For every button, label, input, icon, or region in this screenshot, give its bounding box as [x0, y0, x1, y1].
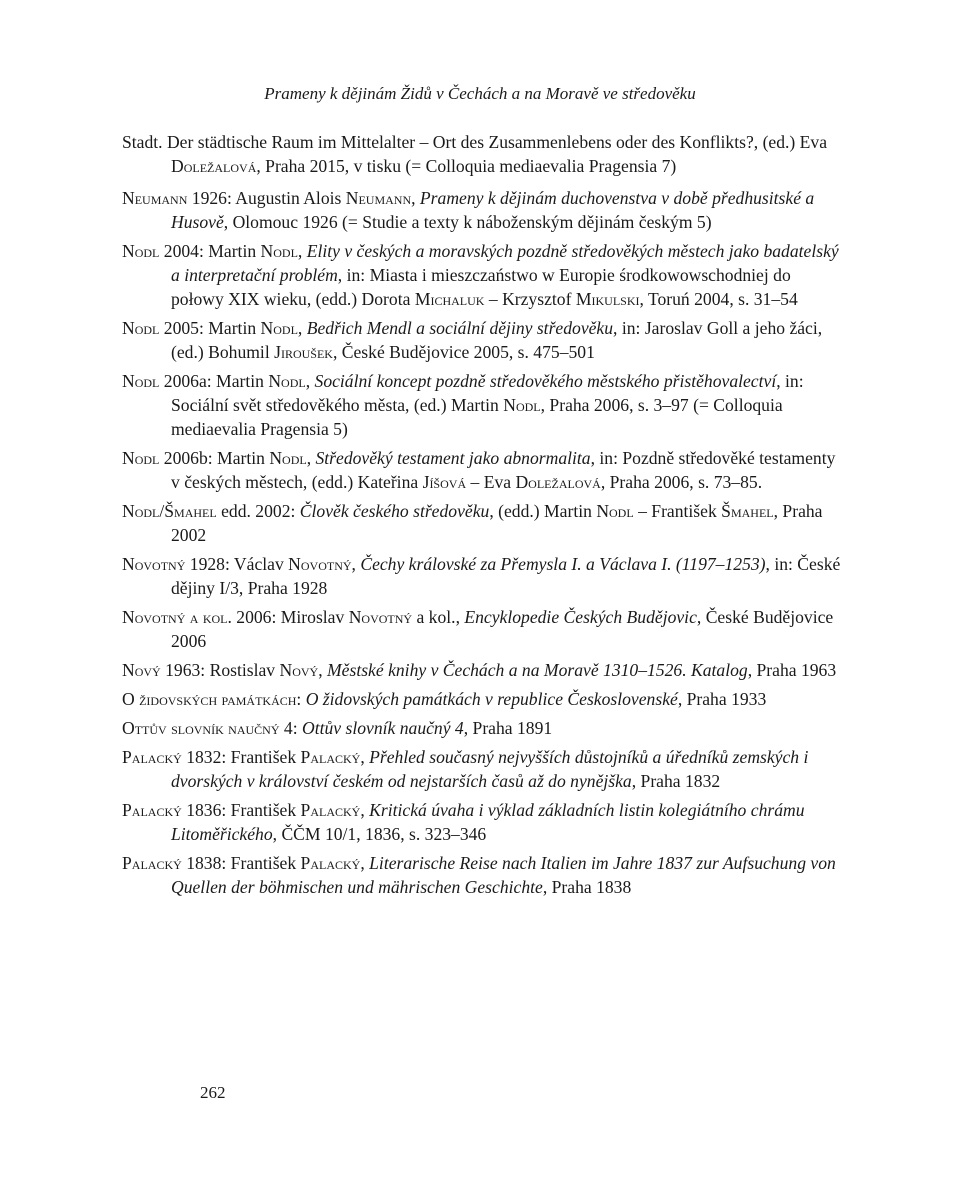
- work-title: Člověk českého středověku: [299, 501, 490, 521]
- page-number: 262: [200, 1083, 226, 1102]
- bibliography-entry: [122, 658, 842, 682]
- author-name: Palacký: [122, 853, 182, 873]
- author-name: Nodl: [260, 241, 298, 261]
- author-name: Nodl/Šmahel: [122, 501, 217, 521]
- entry-text: ,: [297, 318, 307, 338]
- work-title: Prameny k dějinám duchovenstva v době předhusitské a Husově: [171, 188, 815, 232]
- author-name: Jiroušek: [274, 342, 333, 362]
- author-name: Novotný: [288, 554, 352, 574]
- author-name: Nodl: [122, 318, 160, 338]
- entry-text: , Praha 1891: [463, 718, 553, 738]
- work-title: Ottův slovník naučný 4: [302, 718, 464, 738]
- author-name: Nodl: [269, 448, 307, 468]
- bibliography-entry: [122, 687, 842, 711]
- author-name: Doležalová: [515, 472, 601, 492]
- entry-text: ,: [360, 853, 370, 873]
- entry-text: 2004: Martin: [159, 241, 261, 261]
- entry-text: ,: [306, 448, 316, 468]
- entry-text: , Praha 2006, s. 73–85.: [600, 472, 763, 492]
- entry-text: ,: [360, 800, 370, 820]
- entry-text: ,: [305, 371, 315, 391]
- author-name: Neumann: [122, 188, 188, 208]
- entry-text: 2006a: Martin: [159, 371, 269, 391]
- entry-text: 1838: František: [181, 853, 301, 873]
- bibliography-entry: [122, 316, 842, 364]
- entry-text: , Praha 1838: [542, 877, 632, 897]
- work-title: Kritická úvaha i výklad základních listin kolegiátního chrámu Litoměřického: [171, 800, 805, 844]
- author-name: Nodl: [596, 501, 634, 521]
- entry-text: 2005: Martin: [159, 318, 261, 338]
- entry-text: 1836: František: [181, 800, 301, 820]
- entry-text: , in: Sociální svět středověkého města, (ed.) Martin: [171, 371, 804, 415]
- entry-text: – František: [633, 501, 722, 521]
- entry-text: , Praha 1963: [747, 660, 837, 680]
- entry-text: , Praha 2006, s. 3–97 (= Colloquia mediaevalia Pragensia 5): [171, 395, 783, 439]
- bibliography-entry: [122, 130, 842, 178]
- author-name: Palacký: [300, 747, 361, 767]
- bibliography-list: [122, 130, 842, 904]
- author-name: Palacký: [300, 853, 361, 873]
- entry-text: ,: [351, 554, 361, 574]
- bibliography-entry: [122, 239, 842, 311]
- entry-text: , Praha 2002: [171, 501, 823, 545]
- bibliography-entry: [122, 851, 842, 899]
- entry-text: ,: [360, 747, 370, 767]
- work-title: Přehled současný nejvyšších důstojníků a úředníků zemských i dvorských v království českém od nejstarších časů až do nynějška: [171, 747, 809, 791]
- entry-text: 1928: Václav: [185, 554, 289, 574]
- entry-text: , in: Pozdně středověké testamenty v českých městech, (edd.) Kateřina: [171, 448, 836, 492]
- entry-text: , Olomouc 1926 (= Studie a texty k náboženským dějinám českým 5): [223, 212, 712, 232]
- work-title: Čechy královské za Přemysla I. a Václava I. (1197–1253): [360, 554, 766, 574]
- entry-text: , Praha 1933: [677, 689, 767, 709]
- work-title: Encyklopedie Českých Budějovic: [464, 607, 697, 627]
- author-name: Palacký: [122, 747, 182, 767]
- author-name: Nodl: [122, 371, 160, 391]
- author-name: Nodl: [268, 371, 306, 391]
- author-name: Novotný a kol.: [122, 607, 232, 627]
- entry-text: a kol.,: [412, 607, 465, 627]
- entry-text: , in: České dějiny I/3, Praha 1928: [171, 554, 841, 598]
- work-title: Bedřich Mendl a sociální dějiny středověku: [306, 318, 614, 338]
- entry-text: , České Budějovice 2005, s. 475–501: [332, 342, 595, 362]
- bibliography-entry: [122, 446, 842, 494]
- entry-text: 2006b: Martin: [159, 448, 270, 468]
- entry-text: 2006: Miroslav: [231, 607, 349, 627]
- work-title: Elity v českých a moravských pozdně středověkých městech jako badatelský a interpretační problém: [171, 241, 839, 285]
- author-name: Nodl: [122, 241, 160, 261]
- author-name: Nový: [122, 660, 161, 680]
- entry-text: , Praha 1832: [631, 771, 721, 791]
- entry-text: , in: Miasta i mieszczaństwo w Europie środkowowschodniej do połowy XIX wieku, (edd.) Dorota: [171, 265, 791, 309]
- entry-text: , České Budějovice 2006: [171, 607, 834, 651]
- author-name: Jíšová: [422, 472, 467, 492]
- bibliography-entry: [122, 499, 842, 547]
- work-title: Středověký testament jako abnormalita: [315, 448, 591, 468]
- entry-text: , ČČM 10/1, 1836, s. 323–346: [272, 824, 487, 844]
- bibliography-entry: [122, 745, 842, 793]
- entry-text: ,: [318, 660, 328, 680]
- bibliography-entry: [122, 369, 842, 441]
- author-name: Mikulski: [575, 289, 640, 309]
- author-name: Neumann: [345, 188, 412, 208]
- entry-text: , Toruń 2004, s. 31–54: [639, 289, 798, 309]
- author-name: Doležalová: [171, 156, 257, 176]
- author-name: Novotný: [122, 554, 186, 574]
- entry-text: , (edd.) Martin: [489, 501, 597, 521]
- entry-text: , Praha 2015, v tisku (= Colloquia mediaevalia Pragensia 7): [256, 156, 677, 176]
- bibliography-entry: [122, 186, 842, 234]
- entry-text: 1963: Rostislav: [160, 660, 280, 680]
- entry-text: – Eva: [466, 472, 516, 492]
- entry-text: :: [292, 718, 302, 738]
- entry-text: edd. 2002:: [216, 501, 300, 521]
- bibliography-entry: [122, 798, 842, 846]
- work-title: O židovských památkách v republice Československé: [305, 689, 678, 709]
- bibliography-entry: [122, 605, 842, 653]
- entry-text: Stadt. Der städtische Raum im Mittelalter – Ort des Zusammenlebens oder des Konflikts?, (ed.) Eva: [122, 132, 828, 152]
- author-name: Šmahel: [721, 501, 774, 521]
- bibliography-entry: [122, 552, 842, 600]
- author-name: Palacký: [300, 800, 361, 820]
- author-name: Nodl: [260, 318, 298, 338]
- work-title: Sociální koncept pozdně středověkého městského přistěhovalectví: [314, 371, 777, 391]
- author-name: Michaluk: [414, 289, 485, 309]
- entry-text: ,: [411, 188, 420, 208]
- author-name: Nodl: [503, 395, 541, 415]
- work-title: Literarische Reise nach Italien im Jahre 1837 zur Aufsuchung von Quellen der böhmischen und mährischen Geschichte: [171, 853, 836, 897]
- entry-text: ,: [297, 241, 307, 261]
- work-title: Městské knihy v Čechách a na Moravě 1310–1526. Katalog: [327, 660, 748, 680]
- bibliography-entry: [122, 716, 842, 740]
- author-name: Nodl: [122, 448, 160, 468]
- entry-text: 1926: Augustin Alois: [187, 188, 346, 208]
- running-head: Prameny k dějinám Židů v Čechách a na Moravě ve středověku: [264, 84, 696, 103]
- author-name: O židovských památkách:: [122, 689, 302, 709]
- author-name: Novotný: [348, 607, 413, 627]
- author-name: Ottův slovník naučný 4: [122, 718, 293, 738]
- entry-text: 1832: František: [181, 747, 301, 767]
- entry-text: , in: Jaroslav Goll a jeho žáci, (ed.) Bohumil: [171, 318, 823, 362]
- author-name: Palacký: [122, 800, 182, 820]
- entry-text: – Krzysztof: [484, 289, 576, 309]
- author-name: Nový: [279, 660, 319, 680]
